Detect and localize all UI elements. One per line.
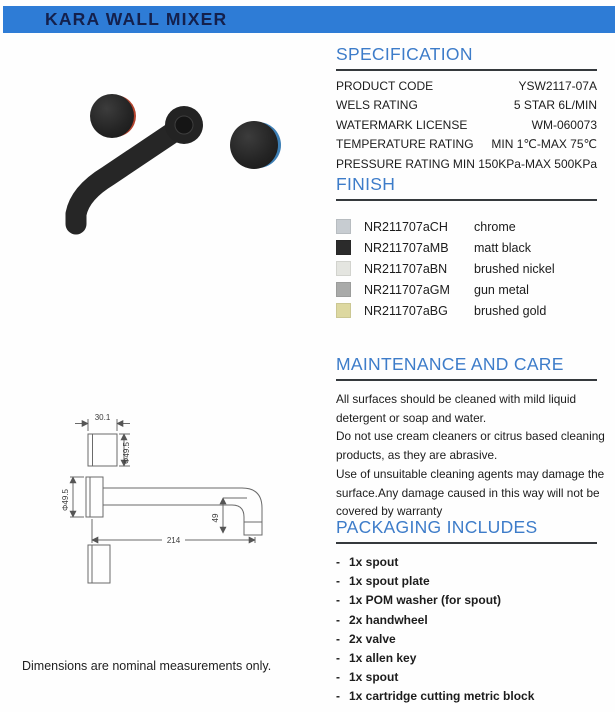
list-dash: - xyxy=(336,689,340,704)
packaging-item-label: 1x spout xyxy=(349,555,399,569)
maintenance-line: surface.Any damage caused in this way will not be xyxy=(336,485,600,500)
finish-code: NR211707aCH xyxy=(364,219,448,234)
dimensions-note: Dimensions are nominal measurements only. xyxy=(22,659,272,673)
spec-value: MIN 1℃-MAX 75℃ xyxy=(491,137,597,152)
list-dash: - xyxy=(336,631,340,646)
maintenance-text xyxy=(336,390,605,521)
technical-drawing xyxy=(58,406,293,591)
finish-row xyxy=(336,216,597,237)
maintenance-line: Use of unsuitable cleaning agents may damage the xyxy=(336,466,605,481)
packaging-item-label: 1x allen key xyxy=(349,651,417,666)
spec-value: WM-060073 xyxy=(531,117,597,132)
maintenance-line: covered by warranty xyxy=(336,504,443,519)
packaging-item-label: 2x handwheel xyxy=(349,612,428,627)
finish-swatch-gun-metal xyxy=(336,282,351,297)
finish-section xyxy=(336,174,597,321)
list-dash: - xyxy=(336,670,340,685)
packaging-item xyxy=(336,649,597,668)
packaging-item xyxy=(336,591,597,610)
packaging-item-label: 2x valve xyxy=(349,631,396,646)
list-dash: - xyxy=(336,651,340,666)
packaging-heading: PACKAGING INCLUDES xyxy=(336,517,597,544)
dim-spout-drop: 49 xyxy=(211,513,220,523)
maintenance-line: All surfaces should be cleaned with mild liquid xyxy=(336,392,576,406)
finish-name: brushed gold xyxy=(474,303,547,318)
finish-row xyxy=(336,258,597,279)
packaging-item xyxy=(336,687,597,706)
maintenance-heading: MAINTENANCE AND CARE xyxy=(336,354,597,381)
finish-swatch-matt-black xyxy=(336,240,351,255)
product-photo xyxy=(18,52,323,292)
spec-value: 5 STAR 6L/MIN xyxy=(513,98,597,113)
finish-row xyxy=(336,300,597,321)
spec-label: WATERMARK LICENSE xyxy=(336,117,468,132)
page-title: KARA WALL MIXER xyxy=(45,9,228,29)
list-dash: - xyxy=(336,612,340,627)
packaging-item xyxy=(336,668,597,687)
packaging-item xyxy=(336,630,597,649)
spec-value: YSW2117-07A xyxy=(518,79,597,93)
finish-list xyxy=(336,216,597,321)
maintenance-line: Do not use cream cleaners or citrus based cleaning xyxy=(336,429,605,444)
spec-row xyxy=(336,135,597,154)
packaging-section xyxy=(336,517,597,707)
finish-name: gun metal xyxy=(474,282,529,297)
finish-swatch-brushed-gold xyxy=(336,303,351,318)
finish-row xyxy=(336,279,597,300)
specification-table xyxy=(336,77,597,174)
spec-row xyxy=(336,77,597,96)
packaging-item-label: 1x spout plate xyxy=(349,574,430,589)
spec-label: TEMPERATURE RATING xyxy=(336,137,474,152)
packaging-list xyxy=(336,553,597,707)
dim-plate-diameter: Φ49.5 xyxy=(61,489,70,511)
finish-code: NR211707aBN xyxy=(364,261,448,276)
packaging-item-label: 1x POM washer (for spout) xyxy=(349,593,502,608)
spec-row xyxy=(336,116,597,135)
finish-row xyxy=(336,237,597,258)
dim-handwheel-diameter: Φ49.5 xyxy=(122,442,131,464)
list-dash: - xyxy=(336,593,340,608)
list-dash: - xyxy=(336,574,340,589)
specification-section xyxy=(336,44,597,174)
finish-swatch-brushed-nickel xyxy=(336,261,351,276)
maintenance-line: detergent or soap and water. xyxy=(336,410,487,425)
specification-heading: SPECIFICATION xyxy=(336,44,597,71)
packaging-item xyxy=(336,553,597,572)
packaging-item xyxy=(336,572,597,591)
packaging-item-label: 1x spout xyxy=(349,670,399,685)
spec-value: MIN 150KPa-MAX 500KPa xyxy=(452,156,597,171)
finish-heading: FINISH xyxy=(336,174,597,201)
maintenance-section xyxy=(336,354,605,521)
finish-name: matt black xyxy=(474,240,531,255)
maintenance-line: products, as they are abrasive. xyxy=(336,448,498,463)
dim-spout-length: 214 xyxy=(166,536,181,545)
info-column xyxy=(336,0,605,712)
finish-name: brushed nickel xyxy=(474,261,555,276)
spec-row xyxy=(336,96,597,115)
finish-name: chrome xyxy=(474,219,516,234)
spec-row xyxy=(336,155,597,174)
packaging-item-label: 1x cartridge cutting metric block xyxy=(349,689,535,704)
hot-handwheel xyxy=(90,94,136,138)
finish-code: NR211707aBG xyxy=(364,303,448,318)
dim-handwheel-depth: 30.1 xyxy=(94,413,111,422)
cold-handwheel xyxy=(230,121,281,169)
finish-code: NR211707aMB xyxy=(364,240,449,255)
spec-label: PRODUCT CODE xyxy=(336,79,434,93)
finish-swatch-chrome xyxy=(336,219,351,234)
packaging-item xyxy=(336,611,597,630)
spec-label: PRESSURE RATING xyxy=(336,156,450,171)
finish-code: NR211707aGM xyxy=(364,282,450,297)
spec-label: WELS RATING xyxy=(336,98,418,113)
list-dash: - xyxy=(336,555,340,569)
